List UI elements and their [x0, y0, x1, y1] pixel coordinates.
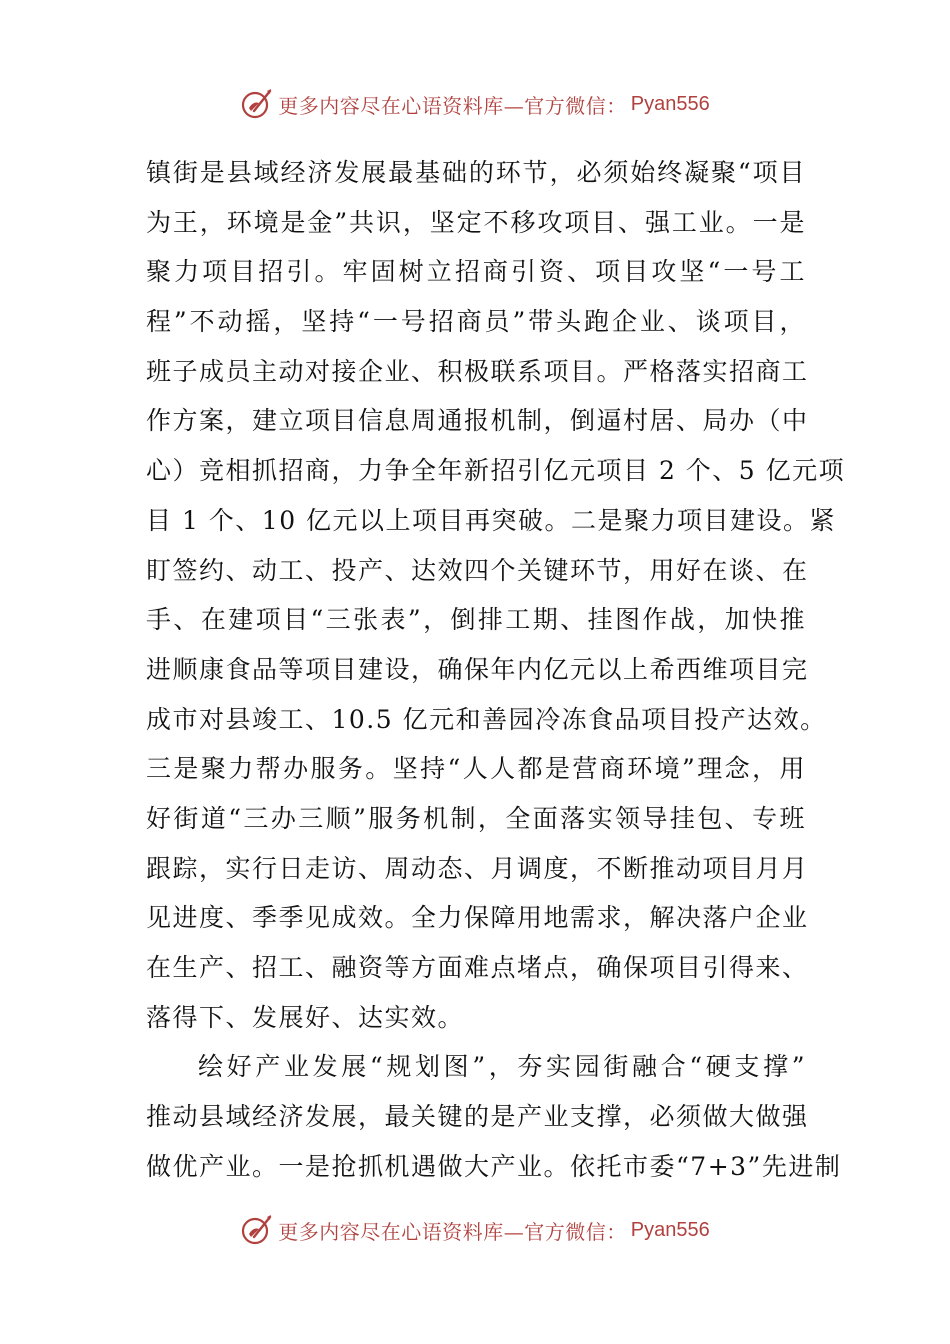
- pen-logo-icon: [240, 1213, 274, 1247]
- body-line: 落得下、发展好、达实效。: [146, 1002, 465, 1032]
- body-line: 进顺康食品等项目建设，确保年内亿元以上希西维项目完: [146, 654, 809, 684]
- pen-logo-icon: [240, 87, 274, 121]
- body-line: 好街道“三办三顺”服务机制，全面落实领导挂包、专班: [146, 803, 806, 833]
- body-line: 盯签约、动工、投产、达效四个关键环节，用好在谈、在: [146, 555, 809, 585]
- watermark-wechat-id: Pyan556: [630, 92, 710, 115]
- body-line: 推动县域经济发展，最关键的是产业支撑，必须做大做强: [146, 1102, 809, 1132]
- watermark-wechat-id: Pyan556: [630, 1218, 710, 1241]
- body-line: 为王，环境是金”共识，坚定不移攻项目、强工业。一是: [146, 207, 806, 237]
- body-line: 见进度、季季见成效。全力保障用地需求，解决落户企业: [146, 903, 809, 933]
- body-line: 三是聚力帮办服务。坚持“人人都是营商环境”理念，用: [146, 754, 806, 784]
- document-body: [146, 148, 846, 1191]
- body-line: 班子成员主动对接企业、积极联系项目。严格落实招商工: [146, 356, 809, 386]
- watermark-text: 更多内容尽在心语资料库—官方微信：: [278, 1219, 627, 1244]
- footer-watermark: [0, 1210, 950, 1250]
- body-line: 成市对县竣工、10.5 亿元和善园冷冻食品项目投产达效。: [146, 704, 827, 734]
- body-line: 聚力项目招引。牢固树立招商引资、项目攻坚“一号工: [146, 257, 806, 287]
- body-line: 跟踪，实行日走访、周动态、月调度，不断推动项目月月: [146, 853, 809, 883]
- body-line: 目 1 个、10 亿元以上项目再突破。二是聚力项目建设。紧: [146, 505, 837, 535]
- body-line: 作方案，建立项目信息周通报机制，倒逼村居、局办（中: [146, 406, 809, 436]
- header-watermark: [0, 84, 950, 124]
- watermark-text: 更多内容尽在心语资料库—官方微信：: [278, 93, 627, 118]
- body-line: 心）竞相抓招商，力争全年新招引亿元项目 2 个、5 亿元项: [146, 456, 846, 486]
- body-line: 在生产、招工、融资等方面难点堵点，确保项目引得来、: [146, 953, 809, 982]
- body-line: 镇街是县域经济发展最基础的环节，必须始终凝聚“项目: [146, 158, 806, 187]
- body-line: 程”不动摇，坚持“一号招商员”带头跑企业、谈项目，: [146, 307, 806, 337]
- body-line: 手、在建项目“三张表”，倒排工期、挂图作战，加快推: [146, 605, 806, 635]
- body-line: 做优产业。一是抢抓机遇做大产业。依托市委“7+3”先进制: [146, 1151, 842, 1181]
- paragraph-heading-line: 绘好产业发展“规划图”，夯实园街融合“硬支撑”: [198, 1052, 806, 1082]
